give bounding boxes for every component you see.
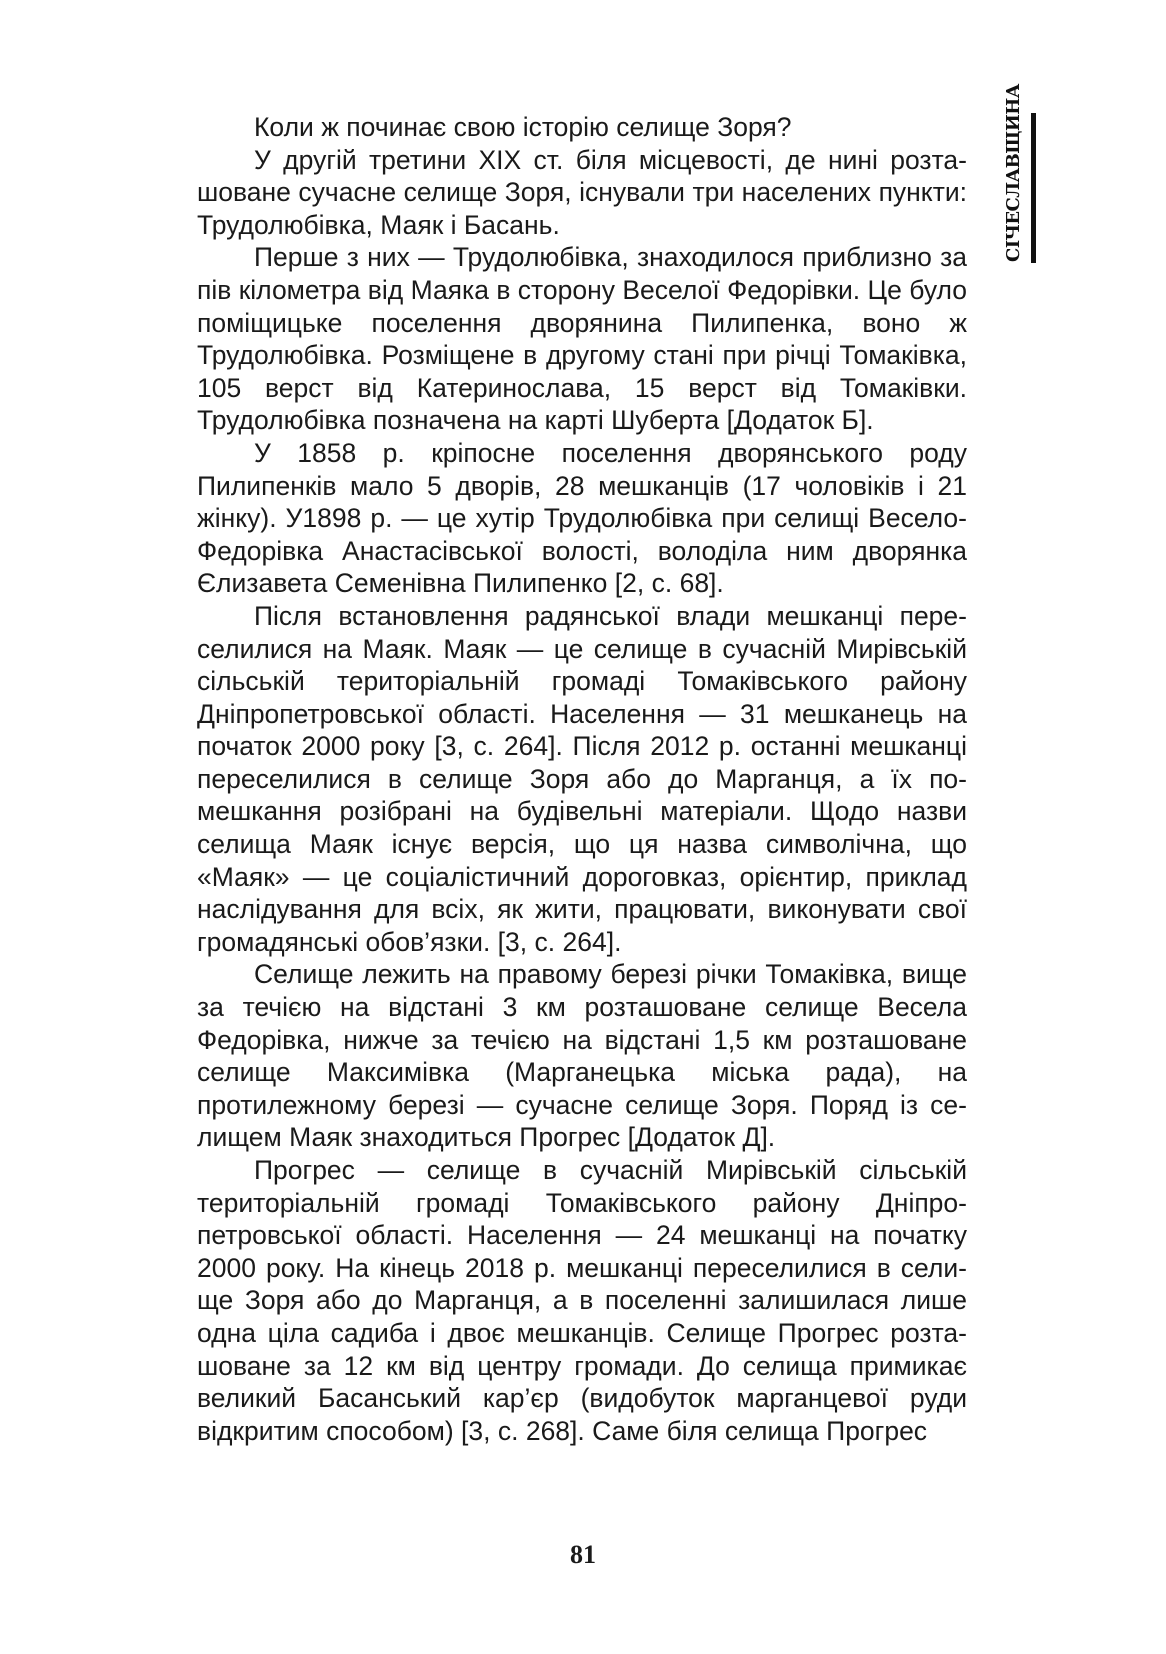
side-bar xyxy=(1031,113,1036,263)
paragraph: Перше з них — Трудолюбівка, знаходилося приблизно за пів кілометра від Маяка в сторону Веселої Федорівки. Це було поміщицьке поселення дворянина Пилипенка, воно ж Трудолюбівка. Розміщене в другому стані при річці Томаківка, 105 верст від Катеринослава, 15 верст від Томаківки. Трудолюбівка позначена на карті Шуберта [Додаток Б]. xyxy=(197,242,967,436)
paragraph: Селище лежить на правому березі річки Томаківка, вище за течією на відстані 3 км розташоване селище Весела Федорівка, нижче за течією на відстані 1,5 км розташоване селище Максимівка (Марганецька міська рада), на протилежному березі — сучасне селище Зоря. Поряд із селищем Маяк знаходиться Прогрес [Додаток Д]. xyxy=(197,959,967,1153)
side-title: СІЧЕСЛАВЩИНА xyxy=(1003,84,1024,262)
paragraph: Коли ж починає свою історію селище Зоря? xyxy=(254,112,792,142)
page-number: 81 xyxy=(570,1540,596,1569)
paragraph: Прогрес — селище в сучасній Мирівській сільській територіальній громаді Томаківського району Дніпропетровської області. Населення — 24 мешканці на початку 2000 року. На кінець 2018 р. мешканці переселилися в селище Зоря або до Марганця, а в поселенні залишилася лише одна ціла садиба і двоє мешканців. Селище Прогрес розташоване за 12 км від центру громади. До селища примикає великий Басанський кар’єр (видобуток марганцевої руди відкритим способом) [3, с. 268]. Саме біля селища Прогрес xyxy=(197,1155,967,1446)
paragraph: У другій третини XIX ст. біля місцевості, де нині розташоване сучасне селище Зоря, існували три населених пункти: Трудолюбівка, Маяк і Басань. xyxy=(197,144,967,240)
paragraph: У 1858 р. кріпосне поселення дворянського роду Пилипенків мало 5 дворів, 28 мешканців (17 чоловіків і 21 жінку). У1898 р. — це хутір Трудолюбівка при селищі Весело-Федорівка Анастасівської волості, володіла ним дворянка Єлизавета Семенівна Пилипенко [2, с. 68]. xyxy=(197,437,967,599)
paragraph: Після встановлення радянської влади мешканці переселилися на Маяк. Маяк — це селище в сучасній Мирівській сільській територіальній громаді Томаківського району Дніпропетровської області. Населення — 31 мешканець на початок 2000 року [3, с. 264]. Після 2012 р. останні мешканці переселилися в селище Зоря або до Марганця, а їх помешкання розібрані на будівельні матеріали. Щодо назви селища Маяк існує версія, що ця назва символічна, що «Маяк» — це соціалістичний дороговказ, орієнтир, приклад наслідування для всіх, як жити, працювати, виконувати свої громадянські обов’язки. [3, с. 264]. xyxy=(197,600,967,957)
body-text xyxy=(197,111,967,1447)
